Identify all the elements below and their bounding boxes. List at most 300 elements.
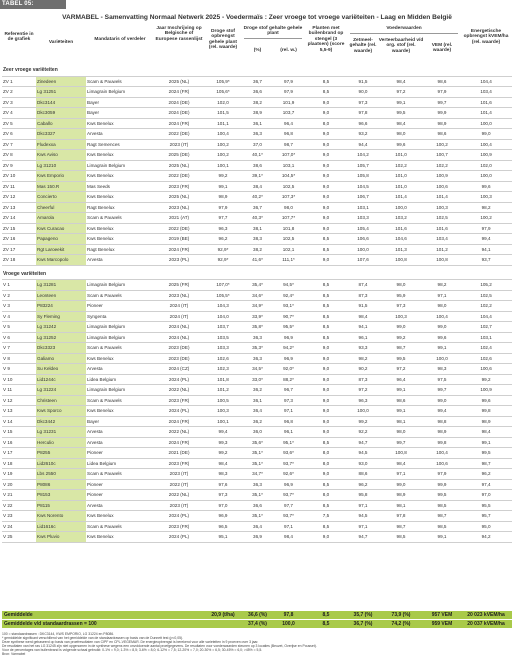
cell-ref: ZV 17 bbox=[2, 244, 36, 255]
cell-starch: 96,1 bbox=[348, 332, 378, 343]
cell-holder: Limagrain Belgium bbox=[86, 332, 154, 343]
cell-dm-relw: 96,9 bbox=[273, 353, 304, 364]
cell-dry-yield: 102,3 bbox=[204, 364, 242, 375]
cell-year: 2024 (PL) bbox=[154, 374, 204, 385]
cell-dry-yield: 99,2 bbox=[204, 448, 242, 459]
cell-year: 2024 (FR) bbox=[154, 87, 204, 98]
cell-digest: 97,3 bbox=[378, 301, 424, 312]
table-row bbox=[2, 395, 512, 406]
cell-stalk: 9,0 bbox=[304, 150, 348, 161]
footnote: Voor de percentages van builenbrand is volgende schaal gebruikt: 0-1% = 9,0; 1-3% = 8,5; 3-6% = 8,0; 6-12% = 7,5; 12-20% = 7,0; 20-30% = 6,5; 30-45% = 6,0; >45% = 5,5. bbox=[2, 648, 263, 653]
cell-holder: Mas Seeds bbox=[86, 181, 154, 192]
cell-holder: Kws Benelux bbox=[86, 234, 154, 245]
cell-dm-pct: 36,6 bbox=[242, 87, 273, 98]
cell-stalk: 8,0 bbox=[304, 118, 348, 129]
cell-vem: 100,6 bbox=[424, 458, 460, 469]
cell-variety: Herculio bbox=[36, 437, 86, 448]
cell-vem: 100,9 bbox=[424, 171, 460, 182]
cell-variety: Cheerful bbox=[36, 202, 86, 213]
cell-digest: 98,0 bbox=[378, 280, 424, 291]
cell-dm-pct: 36,9 bbox=[242, 532, 273, 543]
cell-dm-pct: 35,1* bbox=[242, 448, 273, 459]
cell-starch: 87,4 bbox=[348, 280, 378, 291]
header-year: Jaar Inschrijving op Belgische of Europese rassenlijst bbox=[155, 26, 203, 42]
cell-stalk: 9,0 bbox=[304, 97, 348, 108]
cell-stalk: 8,5 bbox=[304, 244, 348, 255]
cell-variety: Lg 31242 bbox=[36, 322, 86, 333]
cell-digest: 100,3 bbox=[378, 311, 424, 322]
footnote: * gemiddelde significant verschillend van het gemiddelde van de standaardrassen op basis van de Dunnett test (p<0,05). bbox=[2, 636, 184, 641]
section-header-row bbox=[2, 66, 512, 76]
cell-dry-yield: 103,5 bbox=[204, 332, 242, 343]
cell-stalk: 9,0 bbox=[304, 129, 348, 140]
cell-starch: 107,6 bbox=[348, 255, 378, 266]
cell-year: 2023 (PL) bbox=[154, 255, 204, 266]
cell-dry-yield: 102,0 bbox=[204, 97, 242, 108]
cell-digest: 98,7 bbox=[378, 343, 424, 354]
cell-year: 2024 (PL) bbox=[154, 406, 204, 417]
cell-dm-relw: 107,0* bbox=[273, 150, 304, 161]
cell-vem: 98,8 bbox=[424, 416, 460, 427]
header-stalk: Planten met builenbrand op stengel (3 plaatsen) (score 5,5-9) bbox=[307, 26, 345, 53]
table-row bbox=[2, 311, 512, 322]
cell-vem: 101,2 bbox=[424, 244, 460, 255]
cell-variety: Lid1244c bbox=[36, 374, 86, 385]
cell-dm-relw: 104,5* bbox=[273, 171, 304, 182]
cell-dm-relw: 96,8 bbox=[273, 129, 304, 140]
section-title: Zeer vroege variëteiten bbox=[2, 66, 512, 76]
cell-holder: Arvesta bbox=[86, 500, 154, 511]
header-vem: VEM (rel. waarde) bbox=[431, 43, 453, 54]
cell-dm-relw: 98,4 bbox=[273, 532, 304, 543]
header-dm-pct: (%) bbox=[253, 48, 262, 53]
cell-dm-pct: 36,0 bbox=[242, 427, 273, 438]
cell-energy: 95,5 bbox=[460, 500, 512, 511]
table-row bbox=[2, 353, 512, 364]
cell-dm-pct: 36,3 bbox=[242, 479, 273, 490]
cell-dm-pct: 38,9 bbox=[242, 108, 273, 119]
cell-dry-yield: 100,2 bbox=[204, 150, 242, 161]
table-row bbox=[2, 490, 512, 501]
table-row bbox=[2, 280, 512, 291]
cell-stalk: 9,0 bbox=[304, 108, 348, 119]
cell-variety: Lg 31224 bbox=[36, 385, 86, 396]
cell-vem: 99,1 bbox=[424, 532, 460, 543]
cell-starch: 106,7 bbox=[348, 192, 378, 203]
cell-digest: 99,1 bbox=[378, 406, 424, 417]
cell-dm-relw: 101,9 bbox=[273, 97, 304, 108]
cell-digest: 98,6 bbox=[378, 395, 424, 406]
cell-starch: 97,1 bbox=[348, 500, 378, 511]
cell-variety: Zinedeen bbox=[36, 76, 86, 87]
table-row bbox=[2, 479, 512, 490]
standard-average-dm-pct: 37,4 (%) bbox=[248, 621, 267, 627]
cell-year: 2024 (NL) bbox=[154, 322, 204, 333]
cell-digest: 99,1 bbox=[378, 97, 424, 108]
cell-ref: V 1 bbox=[2, 280, 36, 291]
table-row bbox=[2, 160, 512, 171]
cell-dry-yield: 98,4 bbox=[204, 458, 242, 469]
cell-dm-relw: 96,1 bbox=[273, 427, 304, 438]
cell-dm-pct: 35,6* bbox=[242, 437, 273, 448]
cell-stalk: 9,0 bbox=[304, 192, 348, 203]
cell-dm-relw: 95,1* bbox=[273, 437, 304, 448]
cell-dry-yield: 99,1 bbox=[204, 181, 242, 192]
cell-variety: Leonteen bbox=[36, 290, 86, 301]
table-row bbox=[2, 234, 512, 245]
cell-stalk: 9,0 bbox=[304, 171, 348, 182]
cell-dm-pct: 36,4 bbox=[242, 406, 273, 417]
cell-digest: 102,2 bbox=[378, 160, 424, 171]
cell-variety: Kws Pluvio bbox=[36, 532, 86, 543]
cell-vem: 98,3 bbox=[424, 364, 460, 375]
cell-dm-relw: 101,8 bbox=[273, 223, 304, 234]
cell-stalk: 8,5 bbox=[304, 500, 348, 511]
average-energy: 20 023 kVEM/ha bbox=[467, 612, 505, 618]
cell-dm-pct: 38,1 bbox=[242, 223, 273, 234]
cell-starch: 97,8 bbox=[348, 108, 378, 119]
cell-digest: 101,3 bbox=[378, 244, 424, 255]
cell-variety: Papageno bbox=[36, 234, 86, 245]
cell-starch: 105,8 bbox=[348, 171, 378, 182]
header-holder: Mandataris of verdeler bbox=[94, 37, 146, 42]
cell-energy: 98,4 bbox=[460, 427, 512, 438]
cell-ref: V 16 bbox=[2, 437, 36, 448]
cell-dm-relw: 107,7* bbox=[273, 213, 304, 224]
average-dm-relw: 97,8 bbox=[283, 612, 294, 618]
cell-variety: Lg 31210 bbox=[36, 160, 86, 171]
cell-dm-relw: 98,7 bbox=[273, 139, 304, 150]
cell-stalk: 9,0 bbox=[304, 353, 348, 364]
cell-digest: 100,0 bbox=[378, 202, 424, 213]
cell-vem: 100,4 bbox=[424, 311, 460, 322]
cell-digest: 98,1 bbox=[378, 500, 424, 511]
cell-dm-relw: 98,0 bbox=[273, 202, 304, 213]
cell-energy: 100,4 bbox=[460, 139, 512, 150]
cell-dm-pct: 36,2 bbox=[242, 416, 273, 427]
cell-dm-pct: 35,4* bbox=[242, 280, 273, 291]
cell-holder: Scam & Pauwels bbox=[86, 290, 154, 301]
cell-dm-pct: 34,9* bbox=[242, 301, 273, 312]
average-stalk: 8,5 bbox=[322, 612, 330, 618]
cell-stalk: 9,0 bbox=[304, 202, 348, 213]
cell-holder: Limagrain Belgium bbox=[86, 87, 154, 98]
cell-stalk: 8,5 bbox=[304, 521, 348, 532]
cell-stalk: 8,5 bbox=[304, 322, 348, 333]
cell-variety: Kws Sporco bbox=[36, 406, 86, 417]
cell-ref: V 22 bbox=[2, 500, 36, 511]
table-row bbox=[2, 364, 512, 375]
cell-dry-yield: 104,3 bbox=[204, 301, 242, 312]
cell-dry-yield: 107,0* bbox=[204, 280, 242, 291]
cell-energy: 99,0 bbox=[460, 129, 512, 140]
cell-dm-pct: 36,7 bbox=[242, 202, 273, 213]
cell-ref: V 17 bbox=[2, 448, 36, 459]
cell-dry-yield: 100,3 bbox=[204, 406, 242, 417]
cell-year: 2025 (NL) bbox=[154, 160, 204, 171]
cell-year: 2023 (FR) bbox=[154, 521, 204, 532]
cell-holder: Pioneer bbox=[86, 479, 154, 490]
cell-dm-relw: 102,5 bbox=[273, 181, 304, 192]
cell-year: 2024 (DE) bbox=[154, 108, 204, 119]
cell-vem: 98,2 bbox=[424, 280, 460, 291]
cell-variety: Dkc3327 bbox=[36, 129, 86, 140]
cell-vem: 99,4 bbox=[424, 406, 460, 417]
cell-dm-pct: 34,7* bbox=[242, 469, 273, 480]
cell-energy: 100,0 bbox=[460, 171, 512, 182]
cell-dm-relw: 96,4 bbox=[273, 118, 304, 129]
cell-ref: ZV 18 bbox=[2, 255, 36, 266]
cell-ref: ZV 9 bbox=[2, 160, 36, 171]
standard-average-stalk: 8,5 bbox=[322, 621, 330, 627]
cell-dm-pct: 40,1* bbox=[242, 150, 273, 161]
cell-digest: 97,1 bbox=[378, 469, 424, 480]
cell-stalk: 9,0 bbox=[304, 255, 348, 266]
header-dm-group: Droge stof gehalte gehele plant bbox=[243, 26, 303, 37]
cell-holder: Kws Benelux bbox=[86, 171, 154, 182]
cell-year: 2019 (BE) bbox=[154, 234, 204, 245]
cell-vem: 98,9 bbox=[424, 427, 460, 438]
cell-dry-yield: 101,2 bbox=[204, 385, 242, 396]
cell-year: 2023 (NL) bbox=[154, 202, 204, 213]
cell-dm-pct: 36,7 bbox=[242, 76, 273, 87]
cell-dm-relw: 92,0* bbox=[273, 364, 304, 375]
cell-ref: V 2 bbox=[2, 290, 36, 301]
cell-dm-relw: 97,1 bbox=[273, 406, 304, 417]
cell-ref: V 5 bbox=[2, 322, 36, 333]
cell-dry-yield: 97,6 bbox=[204, 479, 242, 490]
cell-dm-pct: 38,4 bbox=[242, 181, 273, 192]
cell-energy: 94,2 bbox=[460, 532, 512, 543]
table-row bbox=[2, 171, 512, 182]
cell-variety: Kws Norento bbox=[36, 511, 86, 522]
cell-dm-relw: 103,1 bbox=[273, 160, 304, 171]
cell-stalk: 9,0 bbox=[304, 427, 348, 438]
cell-stalk: 8,5 bbox=[304, 87, 348, 98]
cell-ref: V 24 bbox=[2, 521, 36, 532]
cell-variety: Lid2610c bbox=[36, 458, 86, 469]
cell-stalk: 8,5 bbox=[304, 437, 348, 448]
cell-variety: Lg 31231 bbox=[36, 427, 86, 438]
cell-digest: 99,6 bbox=[378, 139, 424, 150]
cell-dm-pct: 38,6 bbox=[242, 160, 273, 171]
cell-vem: 100,8 bbox=[424, 255, 460, 266]
cell-energy: 100,9 bbox=[460, 150, 512, 161]
table-row bbox=[2, 437, 512, 448]
cell-year: 2023 (IT) bbox=[154, 500, 204, 511]
cell-digest: 101,4 bbox=[378, 192, 424, 203]
footnote: 100 = standaardrassen : DKC3144, KWS EMPORIO, LG 31224 en P8086. bbox=[2, 632, 115, 636]
cell-energy: 98,2 bbox=[460, 202, 512, 213]
cell-starch: 91,5 bbox=[348, 76, 378, 87]
cell-variety: Dkc3144 bbox=[36, 97, 86, 108]
cell-energy: 97,9 bbox=[460, 223, 512, 234]
cell-dm-relw: 103,7 bbox=[273, 108, 304, 119]
cell-vem: 103,4 bbox=[424, 234, 460, 245]
cell-stalk: 9,0 bbox=[304, 213, 348, 224]
cell-vem: 98,5 bbox=[424, 500, 460, 511]
cell-variety: Lbs 2550 bbox=[36, 469, 86, 480]
cell-ref: V 11 bbox=[2, 385, 36, 396]
cell-starch: 94,1 bbox=[348, 322, 378, 333]
cell-digest: 99,7 bbox=[378, 437, 424, 448]
cell-energy: 98,9 bbox=[460, 416, 512, 427]
cell-digest: 98,9 bbox=[378, 490, 424, 501]
cell-year: 2021 (DE) bbox=[154, 448, 204, 459]
cell-ref: V 3 bbox=[2, 301, 36, 312]
cell-holder: Pioneer bbox=[86, 301, 154, 312]
cell-digest: 103,2 bbox=[378, 213, 424, 224]
table-row bbox=[2, 427, 512, 438]
cell-starch: 106,6 bbox=[348, 234, 378, 245]
cell-variety: Caballo bbox=[36, 118, 86, 129]
cell-ref: V 25 bbox=[2, 532, 36, 543]
cell-stalk: 8,5 bbox=[304, 332, 348, 343]
cell-starch: 94,4 bbox=[348, 139, 378, 150]
cell-dm-relw: 92,4* bbox=[273, 290, 304, 301]
cell-digest: 98,4 bbox=[378, 76, 424, 87]
cell-dry-yield: 105,6* bbox=[204, 87, 242, 98]
cell-energy: 102,6 bbox=[460, 353, 512, 364]
cell-dm-relw: 93,1* bbox=[273, 301, 304, 312]
cell-vem: 100,6 bbox=[424, 181, 460, 192]
cell-variety: Kws Marcopolo bbox=[36, 255, 86, 266]
cell-digest: 98,4 bbox=[378, 458, 424, 469]
cell-vem: 99,6 bbox=[424, 332, 460, 343]
table-row bbox=[2, 406, 512, 417]
cell-dry-yield: 105,5* bbox=[204, 290, 242, 301]
section-header-row bbox=[2, 270, 512, 280]
cell-starch: 104,5 bbox=[348, 181, 378, 192]
cell-starch: 98,2 bbox=[348, 353, 378, 364]
cell-holder: Lidea Belgium bbox=[86, 458, 154, 469]
cell-dry-yield: 100,1 bbox=[204, 160, 242, 171]
cell-dry-yield: 99,3 bbox=[204, 437, 242, 448]
cell-dm-relw: 107,3* bbox=[273, 192, 304, 203]
cell-dm-pct: 36,6 bbox=[242, 500, 273, 511]
cell-dm-relw: 93,7* bbox=[273, 511, 304, 522]
cell-dm-pct: 35,1* bbox=[242, 511, 273, 522]
cell-year: 2022 (DE) bbox=[154, 171, 204, 182]
cell-ref: ZV 7 bbox=[2, 139, 36, 150]
cell-year: 2022 (NL) bbox=[154, 427, 204, 438]
cell-vem: 98,6 bbox=[424, 76, 460, 87]
cell-vem: 99,9 bbox=[424, 479, 460, 490]
cell-variety: Kws Aviso bbox=[36, 150, 86, 161]
cell-ref: ZV 6 bbox=[2, 129, 36, 140]
cell-energy: 99,2 bbox=[460, 374, 512, 385]
cell-energy: 101,6 bbox=[460, 97, 512, 108]
cell-stalk: 8,5 bbox=[304, 280, 348, 291]
cell-energy: 95,7 bbox=[460, 511, 512, 522]
cell-dm-pct: 40,3* bbox=[242, 213, 273, 224]
cell-variety: Galiamo bbox=[36, 353, 86, 364]
cell-year: 2025 (NL) bbox=[154, 192, 204, 203]
cell-ref: V 23 bbox=[2, 511, 36, 522]
cell-variety: Dkc3323 bbox=[36, 343, 86, 354]
cell-dm-pct: 35,1* bbox=[242, 490, 273, 501]
cell-ref: V 4 bbox=[2, 311, 36, 322]
variety-table bbox=[2, 66, 512, 543]
cell-year: 2022 (NL) bbox=[154, 490, 204, 501]
cell-variety: Fludexxa bbox=[36, 139, 86, 150]
cell-ref: ZV 1 bbox=[2, 76, 36, 87]
cell-holder: Kws Benelux bbox=[86, 532, 154, 543]
cell-stalk: 8,5 bbox=[304, 301, 348, 312]
standard-average-vem: 959 VEM bbox=[431, 621, 453, 627]
table-row bbox=[2, 332, 512, 343]
cell-energy: 99,6 bbox=[460, 181, 512, 192]
cell-stalk: 9,0 bbox=[304, 139, 348, 150]
table-row bbox=[2, 322, 512, 333]
cell-vem: 98,9 bbox=[424, 118, 460, 129]
cell-energy: 93,7 bbox=[460, 255, 512, 266]
cell-energy: 102,2 bbox=[460, 301, 512, 312]
cell-dm-pct: 36,4 bbox=[242, 521, 273, 532]
cell-dry-yield: 100,5 bbox=[204, 395, 242, 406]
cell-digest: 101,6 bbox=[378, 223, 424, 234]
cell-holder: Lidea Belgium bbox=[86, 374, 154, 385]
cell-energy: 97,4 bbox=[460, 479, 512, 490]
cell-dm-relw: 97,1 bbox=[273, 521, 304, 532]
cell-ref: V 18 bbox=[2, 458, 36, 469]
cell-holder: Scam & Pauwels bbox=[86, 76, 154, 87]
cell-year: 2024 (PL) bbox=[154, 511, 204, 522]
cell-variety: Lg 31251 bbox=[36, 87, 86, 98]
standard-average-label: Gemiddelde v/d standaardrassen = 100 bbox=[4, 621, 97, 627]
cell-holder: Scam & Pauwels bbox=[86, 395, 154, 406]
cell-stalk: 9,0 bbox=[304, 532, 348, 543]
cell-dm-pct: 36,1 bbox=[242, 118, 273, 129]
cell-starch: 99,2 bbox=[348, 416, 378, 427]
cell-dry-yield: 103,7 bbox=[204, 322, 242, 333]
cell-year: 2024 (FR) bbox=[154, 437, 204, 448]
cell-variety: Amarola bbox=[36, 213, 86, 224]
cell-starch: 91,5 bbox=[348, 301, 378, 312]
cell-energy: 100,9 bbox=[460, 385, 512, 396]
cell-starch: 103,1 bbox=[348, 202, 378, 213]
cell-starch: 100,0 bbox=[348, 406, 378, 417]
cell-energy: 104,4 bbox=[460, 76, 512, 87]
table-row bbox=[2, 108, 512, 119]
header-digest: Verteerbaarheid v/d org. stof (rel. waarde) bbox=[378, 38, 424, 54]
cell-dm-pct: 35,8* bbox=[242, 322, 273, 333]
table-row bbox=[2, 181, 512, 192]
cell-vem: 99,7 bbox=[424, 97, 460, 108]
standard-average-row bbox=[2, 620, 512, 628]
cell-energy: 101,4 bbox=[460, 108, 512, 119]
cell-digest: 98,4 bbox=[378, 118, 424, 129]
cell-starch: 94,7 bbox=[348, 532, 378, 543]
cell-digest: 99,5 bbox=[378, 353, 424, 364]
cell-energy: 99,4 bbox=[460, 234, 512, 245]
table-row bbox=[2, 532, 512, 543]
cell-holder: Kws Benelux bbox=[86, 406, 154, 417]
cell-holder: Kws Benelux bbox=[86, 223, 154, 234]
cell-vem: 100,4 bbox=[424, 448, 460, 459]
cell-ref: ZV 14 bbox=[2, 213, 36, 224]
cell-ref: ZV 8 bbox=[2, 150, 36, 161]
cell-energy: 102,4 bbox=[460, 343, 512, 354]
cell-ref: V 20 bbox=[2, 479, 36, 490]
cell-dm-pct: 36,3 bbox=[242, 332, 273, 343]
table-row bbox=[2, 213, 512, 224]
cell-energy: 99,1 bbox=[460, 437, 512, 448]
cell-dry-yield: 99,2 bbox=[204, 171, 242, 182]
header-ref: Referentie in de grafiek bbox=[4, 32, 34, 43]
cell-vem: 98,0 bbox=[424, 301, 460, 312]
page-title: VARMABEL - Samenvatting Normaal Netwerk 2025 - Voedermaïs : Zeer vroege tot vroege variëteiten - Laag en Midden België bbox=[62, 14, 452, 21]
